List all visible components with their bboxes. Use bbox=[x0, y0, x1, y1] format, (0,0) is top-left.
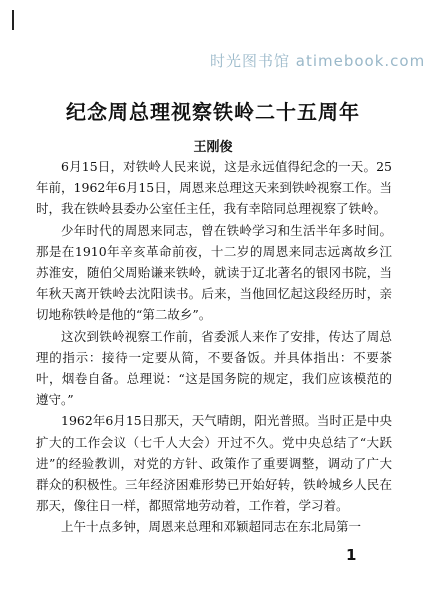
binding-mark bbox=[12, 10, 14, 30]
page-number: 1 bbox=[346, 546, 357, 564]
article-body bbox=[36, 156, 392, 538]
paragraph: 少年时代的周恩来同志，曾在铁岭学习和生活半年多时间。那是在1910年辛亥革命前夜，十二岁的周恩来同志远离故乡江苏淮安，随伯父周贻谦来铁岭，就读于辽北著名的银冈书院，当年秋天离开铁岭去沈阳读书。后来，当他回忆起这段经历时，亲切地称铁岭是他的“第二故乡”。 bbox=[36, 222, 392, 323]
paragraph: 1962年6月15日那天，天气晴朗，阳光普照。当时正是中央扩大的工作会议（七千人大会）开过不久。党中央总结了“大跃进”的经验教训，对党的方针、政策作了重要调整，调动了广大群众的积极性。三年经济困难形势已开始好转，铁岭城乡人民在那天，像往日一样，都照常地劳动着，工作着，学习着。 bbox=[36, 413, 392, 514]
article-title: 纪念周总理视察铁岭二十五周年 bbox=[66, 100, 360, 124]
author-name: 王刚俊 bbox=[193, 140, 233, 155]
paragraph: 6月15日，对铁岭人民来说，这是永远值得纪念的一天。25年前，1962年6月15日，周恩来总理这天来到铁岭视察工作。当时，我在铁岭县委办公室任主任，我有幸陪同总理视察了铁岭。 bbox=[36, 159, 392, 217]
paragraph: 这次到铁岭视察工作前，省委派人来作了安排，传达了周总理的指示：接待一定要从简，不要备饭。并具体指出：不要茶叶，烟卷自备。总理说：“这是国务院的规定，我们应该模范的遵守。” bbox=[36, 328, 392, 408]
paragraph: 上午十点多钟，周恩来总理和邓颖超同志在东北局第一 bbox=[61, 519, 362, 535]
watermark: 时光图书馆 atimebook.com bbox=[210, 52, 426, 70]
